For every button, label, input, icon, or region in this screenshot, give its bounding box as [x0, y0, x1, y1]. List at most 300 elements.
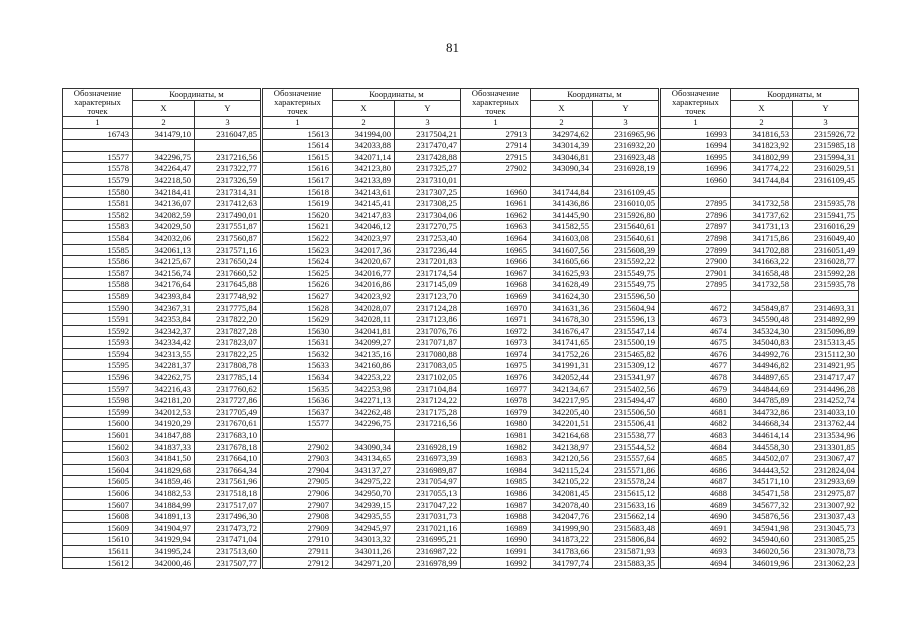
point-id: 27896 [661, 209, 731, 221]
coord-y: 2315935,78 [793, 198, 859, 210]
table-row [461, 151, 659, 163]
table-row [263, 232, 461, 244]
coord-x: 341731,13 [731, 221, 793, 233]
coord-y: 2317308,25 [395, 198, 461, 210]
coord-x: 341816,53 [731, 128, 793, 140]
table-row [461, 545, 659, 557]
coord-x: 341436,86 [531, 198, 593, 210]
header-x: X [531, 101, 593, 117]
table-row [461, 441, 659, 453]
coord-y: 2313045,73 [793, 522, 859, 534]
table-row [461, 430, 659, 442]
table-row [661, 441, 859, 453]
point-id: 15583 [63, 221, 133, 233]
point-id: 15625 [263, 267, 333, 279]
point-id: 15581 [63, 198, 133, 210]
coord-x: 341605,66 [531, 256, 593, 268]
coord-x: 341904,97 [133, 522, 195, 534]
coord-y: 2316928,19 [395, 441, 461, 453]
table-row [63, 209, 261, 221]
table-row [461, 279, 659, 291]
coord-x [133, 140, 195, 152]
coord-y: 2317175,28 [395, 406, 461, 418]
coord-x: 342023,92 [333, 290, 395, 302]
coord-y: 2317076,76 [395, 325, 461, 337]
coord-y: 2315596,13 [593, 314, 659, 326]
header-y: Y [195, 101, 261, 117]
point-id: 15615 [263, 151, 333, 163]
coord-y: 2315592,22 [593, 256, 659, 268]
coord-y: 2317102,05 [395, 372, 461, 384]
coord-y: 2314496,28 [793, 383, 859, 395]
coord-y: 2317560,87 [195, 232, 261, 244]
table-row [263, 290, 461, 302]
coord-x: 345941,98 [731, 522, 793, 534]
coord-x: 342367,31 [133, 302, 195, 314]
coord-y [195, 140, 261, 152]
table-row [63, 522, 261, 534]
table-row [63, 221, 261, 233]
table-row [263, 163, 461, 175]
point-id: 4680 [661, 395, 731, 407]
coord-x: 341663,22 [731, 256, 793, 268]
coord-y: 2316923,48 [593, 151, 659, 163]
page-number: 81 [446, 40, 459, 55]
table-row [263, 209, 461, 221]
point-id [263, 430, 333, 442]
table-row [661, 534, 859, 546]
coord-x: 346019,96 [731, 557, 793, 569]
table-row [461, 186, 659, 198]
coord-x: 342016,77 [333, 267, 395, 279]
header-x: X [333, 101, 395, 117]
table-row [461, 383, 659, 395]
coord-x: 342164,68 [531, 430, 593, 442]
table-row [661, 186, 859, 198]
coordinates-table [460, 88, 659, 569]
table-row [461, 198, 659, 210]
point-id: 4687 [661, 476, 731, 488]
point-id: 16971 [461, 314, 531, 326]
point-id: 4676 [661, 348, 731, 360]
coord-x: 342262,48 [333, 406, 395, 418]
coord-y: 2315557,64 [593, 453, 659, 465]
coord-y: 2317310,01 [395, 174, 461, 186]
point-id: 27904 [263, 464, 333, 476]
header-coords-label: Координаты, м [133, 89, 261, 101]
point-id: 27899 [661, 244, 731, 256]
coord-x: 341676,47 [531, 325, 593, 337]
coord-x: 345876,56 [731, 511, 793, 523]
coord-y: 2316028,77 [793, 256, 859, 268]
point-id: 4684 [661, 441, 731, 453]
point-id: 15588 [63, 279, 133, 291]
point-id: 15608 [63, 511, 133, 523]
coord-y: 2316989,87 [395, 464, 461, 476]
table-row [63, 418, 261, 430]
point-id: 15612 [63, 557, 133, 569]
point-id: 15591 [63, 314, 133, 326]
coord-y: 2315341,97 [593, 372, 659, 384]
coord-x: 342028,07 [333, 302, 395, 314]
table-row [63, 198, 261, 210]
coord-x: 342136,07 [133, 198, 195, 210]
point-id: 16962 [461, 209, 531, 221]
point-id: 27902 [461, 163, 531, 175]
point-id: 16743 [63, 128, 133, 140]
column-number: 3 [793, 117, 859, 129]
point-id: 4685 [661, 453, 731, 465]
coord-x: 342138,97 [531, 441, 593, 453]
table-row [263, 545, 461, 557]
table-row [263, 557, 461, 569]
coord-x: 341732,58 [731, 198, 793, 210]
table-row [461, 348, 659, 360]
coord-x: 341715,86 [731, 232, 793, 244]
point-id: 27902 [263, 441, 333, 453]
coord-y: 2317174,54 [395, 267, 461, 279]
table-row [263, 476, 461, 488]
coord-y: 2317822,20 [195, 314, 261, 326]
coord-x: 341582,55 [531, 221, 593, 233]
coord-x: 342135,16 [333, 348, 395, 360]
table-row [661, 209, 859, 221]
point-id: 16983 [461, 453, 531, 465]
table-row [263, 372, 461, 384]
point-id: 4673 [661, 314, 731, 326]
point-id: 15578 [63, 163, 133, 175]
coord-x: 344844,69 [731, 383, 793, 395]
coord-x: 342125,67 [133, 256, 195, 268]
point-id: 4678 [661, 372, 731, 384]
coord-x [731, 290, 793, 302]
coord-x: 342334,42 [133, 337, 195, 349]
coord-x: 341823,92 [731, 140, 793, 152]
coord-y: 2313301,85 [793, 441, 859, 453]
coord-y: 2315926,72 [793, 128, 859, 140]
coord-x: 342052,44 [531, 372, 593, 384]
coord-x: 341797,74 [531, 557, 593, 569]
point-id: 15635 [263, 383, 333, 395]
coord-y: 2313007,92 [793, 499, 859, 511]
coord-y: 2316049,40 [793, 232, 859, 244]
coord-y: 2315935,78 [793, 279, 859, 291]
table-row [461, 360, 659, 372]
point-id: 16977 [461, 383, 531, 395]
coord-x: 341929,94 [133, 534, 195, 546]
table-row [661, 140, 859, 152]
coord-x: 342133,89 [333, 174, 395, 186]
table-row [63, 441, 261, 453]
point-id: 15601 [63, 430, 133, 442]
coord-x: 341445,90 [531, 209, 593, 221]
coord-y: 2316109,45 [793, 174, 859, 186]
coord-x: 341658,48 [731, 267, 793, 279]
point-id: 27900 [661, 256, 731, 268]
table-row [661, 557, 859, 569]
coord-y: 2317326,59 [195, 174, 261, 186]
coord-y: 2317827,28 [195, 325, 261, 337]
point-id: 27912 [263, 557, 333, 569]
point-id: 27898 [661, 232, 731, 244]
table-row [63, 174, 261, 186]
coord-x: 342262,75 [133, 372, 195, 384]
table-row [461, 140, 659, 152]
coord-y: 2315549,75 [593, 279, 659, 291]
coord-y [793, 186, 859, 198]
coord-y: 2315571,86 [593, 464, 659, 476]
point-id: 15602 [63, 441, 133, 453]
coord-y: 2317507,77 [195, 557, 261, 569]
point-id: 4692 [661, 534, 731, 546]
coord-x: 342020,67 [333, 256, 395, 268]
table-row [63, 488, 261, 500]
point-id: 4683 [661, 430, 731, 442]
point-id [661, 186, 731, 198]
table-row [263, 534, 461, 546]
table-row [661, 174, 859, 186]
coord-y: 2317253,40 [395, 232, 461, 244]
table-row [63, 348, 261, 360]
coord-y: 2315992,28 [793, 267, 859, 279]
coord-x: 342028,11 [333, 314, 395, 326]
coord-y: 2315506,50 [593, 406, 659, 418]
table-row [263, 406, 461, 418]
point-id: 15632 [263, 348, 333, 360]
point-id: 16960 [461, 186, 531, 198]
point-id: 4672 [661, 302, 731, 314]
table-row [263, 488, 461, 500]
coord-y: 2315309,12 [593, 360, 659, 372]
coord-x: 342945,97 [333, 522, 395, 534]
coord-y: 2315985,18 [793, 140, 859, 152]
coord-y: 2317216,56 [395, 418, 461, 430]
point-id: 15617 [263, 174, 333, 186]
table-row [263, 453, 461, 465]
coord-x: 342081,45 [531, 488, 593, 500]
coord-x: 343134,65 [333, 453, 395, 465]
coord-x: 341873,22 [531, 534, 593, 546]
point-id: 15590 [63, 302, 133, 314]
table-row [461, 511, 659, 523]
coord-x: 342115,24 [531, 464, 593, 476]
point-id: 15626 [263, 279, 333, 291]
coord-x: 343011,26 [333, 545, 395, 557]
coord-x: 342123,80 [333, 163, 395, 175]
table-row [661, 232, 859, 244]
header-point-label: Обозначение характерных точек [661, 89, 731, 117]
table-row [661, 522, 859, 534]
coord-x: 344946,82 [731, 360, 793, 372]
coord-y: 2316029,51 [793, 163, 859, 175]
table-row [661, 290, 859, 302]
table-row [263, 383, 461, 395]
point-id: 4689 [661, 499, 731, 511]
table-row [661, 383, 859, 395]
point-id [661, 290, 731, 302]
table-row [461, 256, 659, 268]
point-id: 15600 [63, 418, 133, 430]
coord-x: 341625,93 [531, 267, 593, 279]
coord-y: 2313067,47 [793, 453, 859, 465]
coord-x: 341882,53 [133, 488, 195, 500]
point-id: 15637 [263, 406, 333, 418]
table-row [63, 453, 261, 465]
coord-x: 345171,10 [731, 476, 793, 488]
coord-y: 2317785,14 [195, 372, 261, 384]
point-id [63, 140, 133, 152]
coord-y: 2317561,96 [195, 476, 261, 488]
table-row [661, 511, 859, 523]
table-row [63, 545, 261, 557]
coord-x: 341603,08 [531, 232, 593, 244]
point-id: 16974 [461, 348, 531, 360]
table-row [461, 476, 659, 488]
column-number: 3 [593, 117, 659, 129]
point-id: 15585 [63, 244, 133, 256]
coord-y: 2314892,99 [793, 314, 859, 326]
coord-y: 2317705,49 [195, 406, 261, 418]
coord-y: 2313534,96 [793, 430, 859, 442]
coord-y: 2317775,84 [195, 302, 261, 314]
point-id: 4677 [661, 360, 731, 372]
point-id: 15636 [263, 395, 333, 407]
table-row [661, 267, 859, 279]
table-row [263, 174, 461, 186]
point-id: 16966 [461, 256, 531, 268]
table-row [63, 476, 261, 488]
coord-y: 2317760,62 [195, 383, 261, 395]
table-row [461, 302, 659, 314]
coord-y: 2317123,86 [395, 314, 461, 326]
coord-y: 2316965,96 [593, 128, 659, 140]
coord-y: 2317504,21 [395, 128, 461, 140]
coord-y: 2312933,69 [793, 476, 859, 488]
coord-x: 342156,74 [133, 267, 195, 279]
coord-y: 2317304,06 [395, 209, 461, 221]
coord-x: 342205,40 [531, 406, 593, 418]
table-row [461, 221, 659, 233]
table-row [661, 499, 859, 511]
coord-x: 342313,55 [133, 348, 195, 360]
coord-y: 2315596,50 [593, 290, 659, 302]
column-number: 1 [461, 117, 531, 129]
table-row [461, 488, 659, 500]
coord-x: 342000,46 [133, 557, 195, 569]
point-id: 15589 [63, 290, 133, 302]
table-row [263, 418, 461, 430]
coord-x: 341829,68 [133, 464, 195, 476]
point-id: 15624 [263, 256, 333, 268]
coord-x: 342032,06 [133, 232, 195, 244]
table-row [461, 174, 659, 186]
table-row [661, 418, 859, 430]
coordinates-table [62, 88, 261, 569]
coord-y: 2315926,80 [593, 209, 659, 221]
table-row [263, 279, 461, 291]
table-row [661, 337, 859, 349]
table-row [661, 360, 859, 372]
table-row [661, 545, 859, 557]
table-row [63, 290, 261, 302]
point-id: 16989 [461, 522, 531, 534]
point-id: 15594 [63, 348, 133, 360]
header-coords-label: Координаты, м [731, 89, 859, 101]
coord-y: 2315806,84 [593, 534, 659, 546]
coord-y: 2315544,52 [593, 441, 659, 453]
point-id: 15604 [63, 464, 133, 476]
coord-x: 341628,49 [531, 279, 593, 291]
table-row [661, 198, 859, 210]
point-id: 15577 [263, 418, 333, 430]
point-id: 16976 [461, 372, 531, 384]
coord-x: 342017,36 [333, 244, 395, 256]
table-row [63, 325, 261, 337]
coord-x: 342082,59 [133, 209, 195, 221]
table-row [461, 464, 659, 476]
table-row [661, 464, 859, 476]
table-row [263, 128, 461, 140]
coord-x: 343090,34 [531, 163, 593, 175]
coord-y: 2315883,35 [593, 557, 659, 569]
point-id: 4688 [661, 488, 731, 500]
table-row [661, 372, 859, 384]
coord-x: 342974,62 [531, 128, 593, 140]
coord-y: 2317322,77 [195, 163, 261, 175]
table-row [661, 476, 859, 488]
table-row [461, 522, 659, 534]
coord-y: 2317047,22 [395, 499, 461, 511]
point-id: 15622 [263, 232, 333, 244]
point-id: 15616 [263, 163, 333, 175]
coord-x: 341859,46 [133, 476, 195, 488]
coord-x: 342134,67 [531, 383, 593, 395]
point-id: 27901 [661, 267, 731, 279]
point-id: 15580 [63, 186, 133, 198]
coord-x: 342184,41 [133, 186, 195, 198]
table-row [263, 244, 461, 256]
coord-x: 342971,20 [333, 557, 395, 569]
coord-y: 2316995,21 [395, 534, 461, 546]
coord-x: 342071,14 [333, 151, 395, 163]
point-id: 15621 [263, 221, 333, 233]
coordinates-table [262, 88, 461, 569]
table-row [661, 488, 859, 500]
point-id: 27913 [461, 128, 531, 140]
coord-x: 341847,88 [133, 430, 195, 442]
coord-y [395, 430, 461, 442]
point-id: 15592 [63, 325, 133, 337]
coord-y: 2317314,31 [195, 186, 261, 198]
column-number: 2 [133, 117, 195, 129]
coord-x: 342099,27 [333, 337, 395, 349]
coord-y: 2316973,39 [395, 453, 461, 465]
point-id: 15605 [63, 476, 133, 488]
column-number: 2 [333, 117, 395, 129]
table-row [63, 279, 261, 291]
coord-x: 342353,84 [133, 314, 195, 326]
table-row [63, 464, 261, 476]
table-row [63, 337, 261, 349]
coord-y: 2317518,18 [195, 488, 261, 500]
table-row [263, 441, 461, 453]
coord-x: 342281,37 [133, 360, 195, 372]
coord-y: 2315402,56 [593, 383, 659, 395]
point-id: 27897 [661, 221, 731, 233]
coord-x: 342393,84 [133, 290, 195, 302]
coord-y: 2317104,84 [395, 383, 461, 395]
table-row [63, 151, 261, 163]
